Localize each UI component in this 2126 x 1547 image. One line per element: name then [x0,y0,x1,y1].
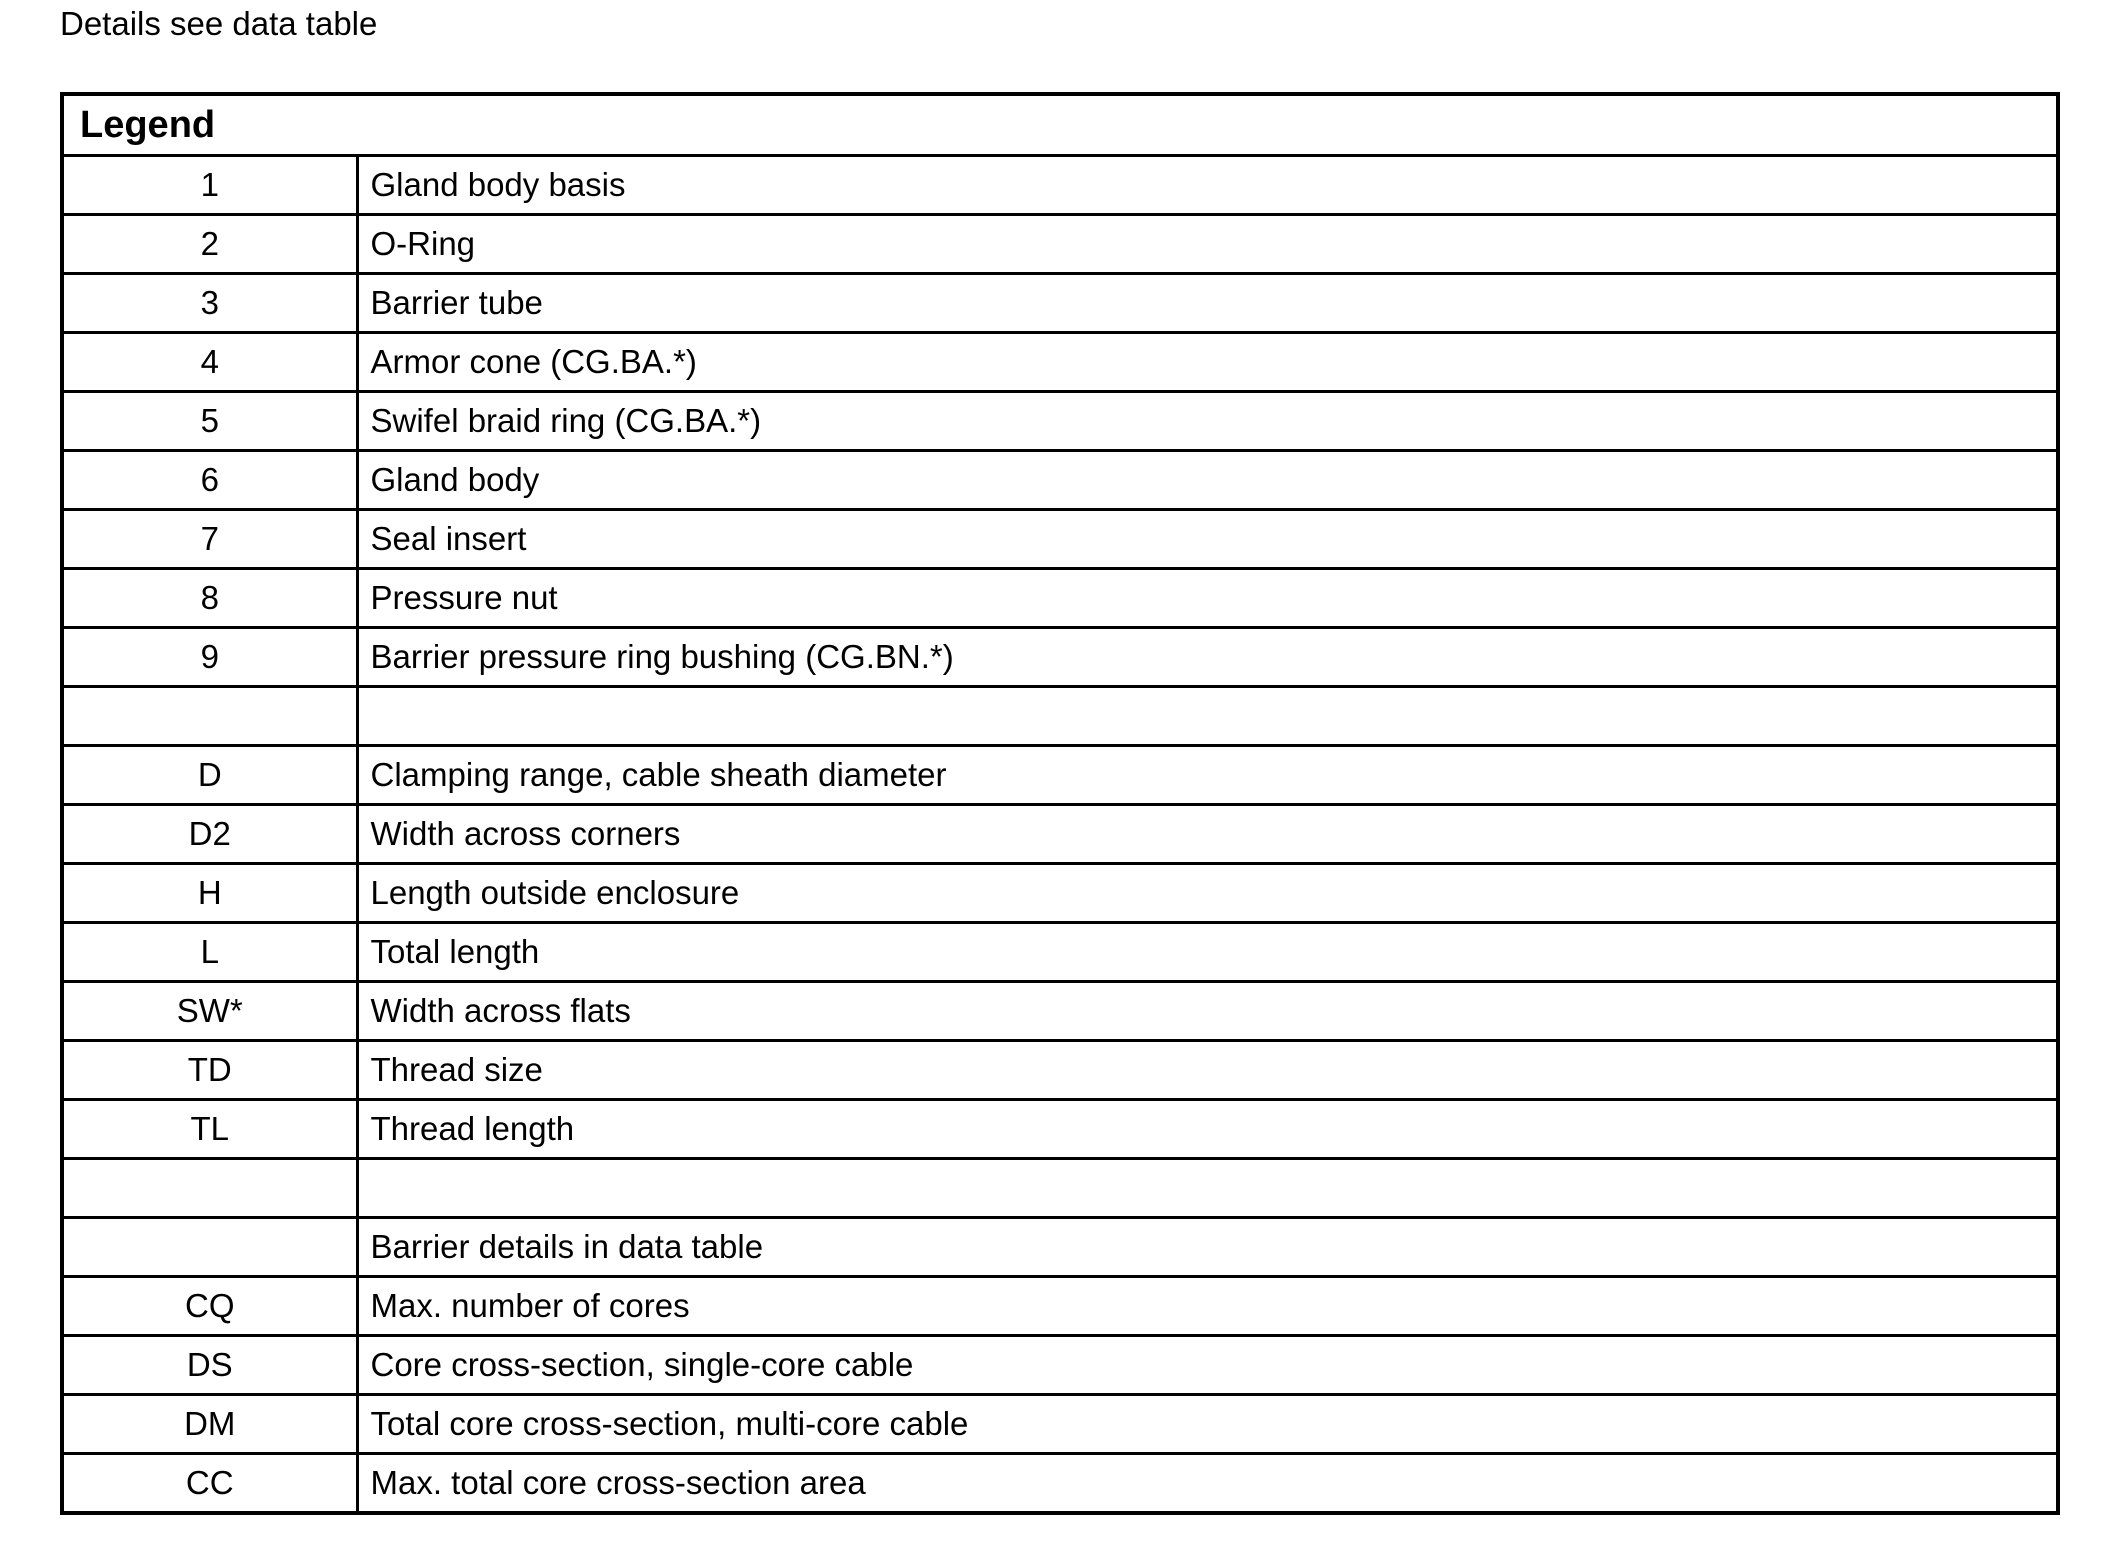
legend-table-title: Legend [62,94,2058,156]
table-row [62,274,2058,333]
row-description: Pressure nut [357,569,2058,628]
table-row [62,982,2058,1041]
row-key: 8 [62,569,357,628]
table-row [62,510,2058,569]
row-key: D [62,746,357,805]
row-description: Thread length [357,1100,2058,1159]
table-row [62,1395,2058,1454]
table-row [62,569,2058,628]
table-row [62,215,2058,274]
table-row [62,628,2058,687]
row-description [357,687,2058,746]
table-row [62,923,2058,982]
table-row [62,687,2058,746]
row-description: Seal insert [357,510,2058,569]
row-key: 7 [62,510,357,569]
row-key: 4 [62,333,357,392]
row-key: TD [62,1041,357,1100]
row-key: CQ [62,1277,357,1336]
row-key: DM [62,1395,357,1454]
row-key [62,687,357,746]
row-key: TL [62,1100,357,1159]
details-note: Details see data table [60,5,378,42]
row-key: 9 [62,628,357,687]
row-description: Swifel braid ring (CG.BA.*) [357,392,2058,451]
row-key: 1 [62,156,357,215]
row-key [62,1159,357,1218]
legend-table [60,92,2060,1515]
legend-header-row [62,94,2058,156]
row-description: Width across flats [357,982,2058,1041]
row-key: 6 [62,451,357,510]
row-description: Barrier tube [357,274,2058,333]
row-key: 3 [62,274,357,333]
row-description: Width across corners [357,805,2058,864]
table-row [62,333,2058,392]
row-description: Barrier pressure ring bushing (CG.BN.*) [357,628,2058,687]
row-key: SW* [62,982,357,1041]
row-key: 2 [62,215,357,274]
row-description: Max. number of cores [357,1277,2058,1336]
row-key: 5 [62,392,357,451]
row-key: CC [62,1454,357,1514]
table-row [62,451,2058,510]
row-description: Gland body basis [357,156,2058,215]
row-description: Armor cone (CG.BA.*) [357,333,2058,392]
row-description: Clamping range, cable sheath diameter [357,746,2058,805]
row-description: Max. total core cross-section area [357,1454,2058,1514]
table-row [62,1277,2058,1336]
row-key: H [62,864,357,923]
row-key: D2 [62,805,357,864]
table-row [62,1041,2058,1100]
row-description: Barrier details in data table [357,1218,2058,1277]
legend-table-body [62,156,2058,1514]
table-row [62,392,2058,451]
row-description: Thread size [357,1041,2058,1100]
row-key [62,1218,357,1277]
row-description: Core cross-section, single-core cable [357,1336,2058,1395]
row-description [357,1159,2058,1218]
table-row [62,805,2058,864]
table-row [62,1159,2058,1218]
table-row [62,1218,2058,1277]
table-row [62,1336,2058,1395]
table-row [62,1100,2058,1159]
table-row [62,1454,2058,1514]
table-row [62,746,2058,805]
row-description: Length outside enclosure [357,864,2058,923]
table-row [62,156,2058,215]
row-description: Gland body [357,451,2058,510]
row-key: DS [62,1336,357,1395]
row-description: Total length [357,923,2058,982]
row-key: L [62,923,357,982]
row-description: O-Ring [357,215,2058,274]
table-row [62,864,2058,923]
row-description: Total core cross-section, multi-core cable [357,1395,2058,1454]
